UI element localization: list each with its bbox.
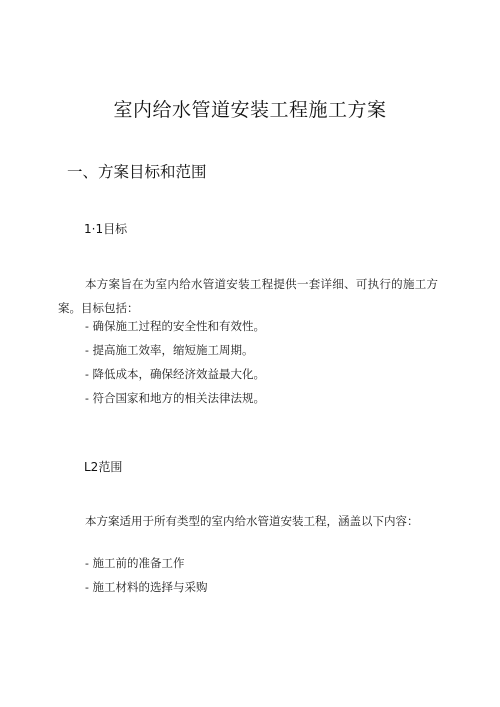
list-item: - 降低成本，确保经济效益最大化。 — [85, 367, 266, 381]
list-item: - 施工材料的选择与采购 — [85, 580, 208, 594]
list-item: - 确保施工过程的安全性和有效性。 — [85, 319, 266, 333]
subsection-heading-scope: L2范围 — [84, 460, 123, 474]
scope-list — [85, 551, 208, 599]
scope-paragraph: 本方案适用于所有类型的室内给水管道安装工程，涵盖以下内容： — [85, 513, 419, 528]
document-title: 室内给水管道安装工程施工方案 — [113, 99, 387, 121]
list-item: - 符合国家和地方的相关法律法规。 — [85, 391, 266, 405]
section-heading-goals-scope: 一、方案目标和范围 — [67, 163, 207, 181]
list-item: - 施工前的准备工作 — [85, 556, 185, 570]
goals-paragraph: 本方案旨在为室内给水管道安装工程提供一套详细、可执行的施工方案。目标包括： — [58, 276, 438, 315]
list-item: - 提高施工效率，缩短施工周期。 — [85, 343, 254, 357]
subsection-heading-goals: 1·1目标 — [84, 222, 128, 236]
goals-list — [85, 314, 265, 410]
